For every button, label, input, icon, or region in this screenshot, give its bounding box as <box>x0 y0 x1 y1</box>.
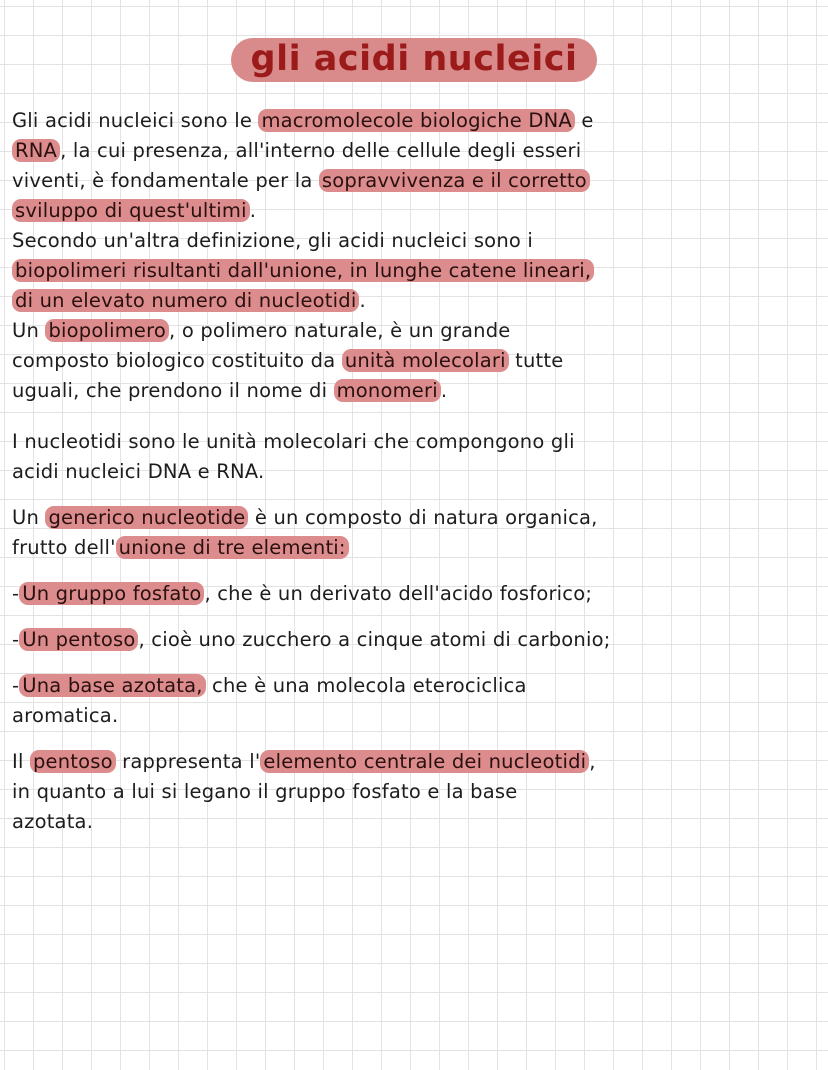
text-segment: , che è un derivato dell'acido fosforico; <box>204 582 593 605</box>
paragraph-gap <box>12 563 822 579</box>
text-segment: . <box>359 289 366 312</box>
text-segment: rappresenta l' <box>115 750 261 773</box>
highlighted-text: unione di tre elementi: <box>116 536 349 559</box>
text-segment: . <box>440 379 448 402</box>
text-segment: che è una molecola eterociclica <box>205 674 527 697</box>
text-segment: . <box>249 199 257 222</box>
text-line <box>12 701 822 731</box>
text-segment: , cioè uno zucchero a cinque atomi di carbonio; <box>138 628 611 651</box>
text-line <box>12 777 822 807</box>
text-line <box>12 747 822 777</box>
highlighted-text: Un gruppo fosfato <box>19 582 204 605</box>
text-segment: uguali, che prendono il nome di <box>12 379 334 402</box>
text-segment: tutte <box>508 349 564 372</box>
text-line <box>12 671 822 701</box>
text-segment: in quanto a lui si legano il gruppo fosfato e la base <box>12 780 518 803</box>
text-segment: - <box>12 674 20 697</box>
text-line <box>12 533 822 563</box>
text-line <box>12 579 822 609</box>
text-segment: acidi nucleici DNA e RNA. <box>12 460 265 483</box>
text-segment: e <box>574 109 594 132</box>
paragraph <box>12 579 822 609</box>
text-segment: Secondo un'altra definizione, gli acidi nucleici sono i <box>12 229 534 252</box>
text-line <box>12 106 822 136</box>
text-line <box>12 427 822 457</box>
text-segment: Gli acidi nucleici sono le <box>12 109 259 132</box>
text-segment: è un composto di natura organica, <box>248 506 598 529</box>
highlighted-text: biopolimero <box>45 319 169 342</box>
text-line <box>12 166 822 196</box>
paragraph-gap <box>12 487 822 503</box>
text-segment: , o polimero naturale, è un grande <box>169 319 511 342</box>
text-segment: viventi, è fondamentale per la <box>12 169 319 192</box>
paragraph <box>12 106 822 406</box>
highlighted-text: Un pentoso <box>19 628 138 651</box>
text-segment: , <box>589 750 596 773</box>
paragraph <box>12 747 822 837</box>
text-segment: , la cui presenza, all'interno delle cellule degli esseri <box>60 139 582 162</box>
text-segment: Un <box>12 506 46 529</box>
highlighted-text: generico nucleotide <box>45 506 248 529</box>
highlighted-text: elemento centrale dei nucleotidi <box>260 750 589 773</box>
text-segment: azotata. <box>12 810 94 833</box>
text-segment: Il <box>12 750 30 773</box>
highlighted-text: macromolecole biologiche DNA <box>258 109 574 132</box>
text-line <box>12 196 822 226</box>
text-line <box>12 346 822 376</box>
paragraph-gap <box>12 609 822 625</box>
highlighted-text: pentoso <box>30 750 116 773</box>
text-line <box>12 286 822 316</box>
text-segment: composto biologico costituito da <box>12 349 342 372</box>
text-line <box>12 625 822 655</box>
highlighted-text: unità molecolari <box>342 349 509 372</box>
highlighted-text: sviluppo di quest'ultimi <box>12 199 250 222</box>
highlighted-text: sopravvivenza e il corretto <box>319 169 590 192</box>
text-line <box>12 503 822 533</box>
title-area <box>0 38 828 82</box>
text-segment: I nucleotidi sono le unità molecolari che compongono gli <box>12 430 575 453</box>
text-segment: - <box>12 582 20 605</box>
highlighted-text: RNA <box>12 139 60 162</box>
highlighted-text: Una base azotata, <box>19 674 205 697</box>
text-line <box>12 457 822 487</box>
text-line <box>12 807 822 837</box>
text-line <box>12 256 822 286</box>
page-title: gli acidi nucleici <box>231 38 598 82</box>
paragraph <box>12 625 822 655</box>
paragraph <box>12 503 822 563</box>
text-line <box>12 376 822 406</box>
text-segment: frutto dell' <box>12 536 116 559</box>
paragraph-gap <box>12 655 822 671</box>
paragraph-gap <box>12 731 822 747</box>
notes-body <box>12 106 822 837</box>
text-segment: - <box>12 628 20 651</box>
text-line <box>12 136 822 166</box>
text-line <box>12 226 822 256</box>
highlighted-text: biopolimeri risultanti dall'unione, in lunghe catene lineari, <box>12 259 594 282</box>
text-line <box>12 316 822 346</box>
text-segment: aromatica. <box>12 704 119 727</box>
highlighted-text: di un elevato numero di nucleotidi <box>12 289 359 312</box>
paragraph-gap <box>12 406 822 427</box>
highlighted-text: monomeri <box>334 379 441 402</box>
text-segment: Un <box>12 319 46 342</box>
paragraph <box>12 427 822 487</box>
paragraph <box>12 671 822 731</box>
